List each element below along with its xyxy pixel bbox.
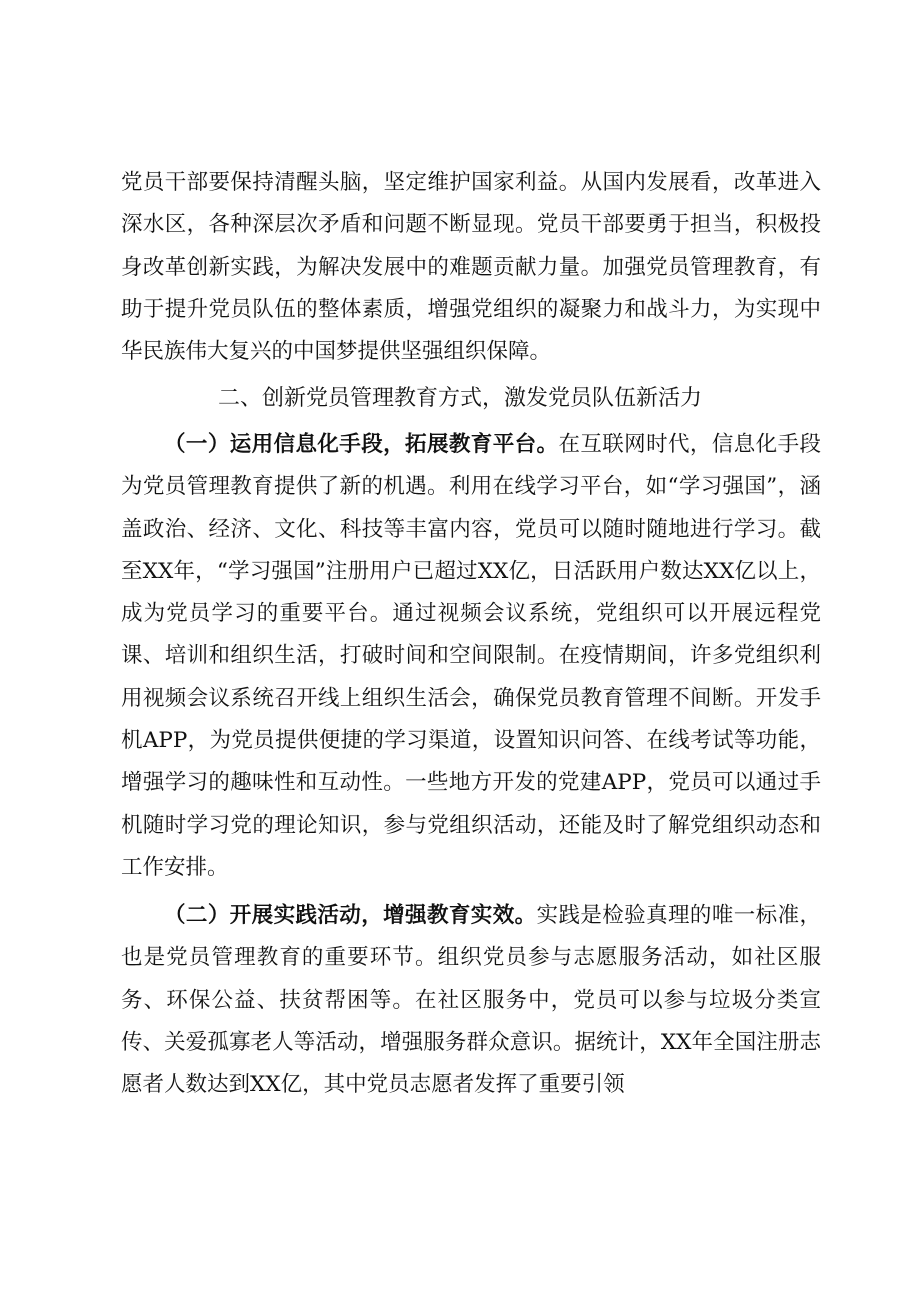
paragraph-lead-sentence: （一）运用信息化手段，拓展教育平台。 [164,432,559,457]
paragraph-lead-sentence: （二）开展实践活动，增强教育实效。 [164,903,537,928]
paragraph-body: 实践是检验真理的唯一标准，也是党员管理教育的重要环节。组织党员参与志愿服务活动，如社区服务、环保公益、扶贫帮困等。在社区服务中，党员可以参与垃圾分类宣传、关爱孤寡老人等活动，增强服务群众意识。据统计，XX年全国注册志愿者人数达到XX亿，其中党员志愿者发挥了重要引领 [121,903,821,1098]
paragraph-practice-activities [121,895,821,1106]
paragraph-information-platform [121,424,821,889]
paragraph-body: 在互联网时代，信息化手段为党员管理教育提供了新的机遇。利用在线学习平台，如“学习强国”，涵盖政治、经济、文化、科技等丰富内容，党员可以随时随地进行学习。截至XX年，“学习强国”注册用户已超过XX亿，日活跃用户数达XX亿以上，成为党员学习的重要平台。通过视频会议系统，党组织可以开展远程党课、培训和组织生活，打破时间和空间限制。在疫情期间，许多党组织利用视频会议系统召开线上组织生活会，确保党员教育管理不间断。开发手机APP，为党员提供便捷的学习渠道，设置知识问答、在线考试等功能，增强学习的趣味性和互动性。一些地方开发的党建APP，党员可以通过手机随时学习党的理论知识，参与党组织活动，还能及时了解党组织动态和工作安排。 [121,432,821,880]
paragraph-continuation: 党员干部要保持清醒头脑，坚定维护国家利益。从国内发展看，改革进入深水区，各种深层次矛盾和问题不断显现。党员干部要勇于担当，积极投身改革创新实践，为解决发展中的难题贡献力量。加强党员管理教育，有助于提升党员队伍的整体素质，增强党组织的凝聚力和战斗力，为实现中华民族伟大复兴的中国梦提供坚强组织保障。 [121,170,821,365]
section-heading: 二、创新党员管理教育方式，激发党员队伍新活力 [217,386,702,411]
